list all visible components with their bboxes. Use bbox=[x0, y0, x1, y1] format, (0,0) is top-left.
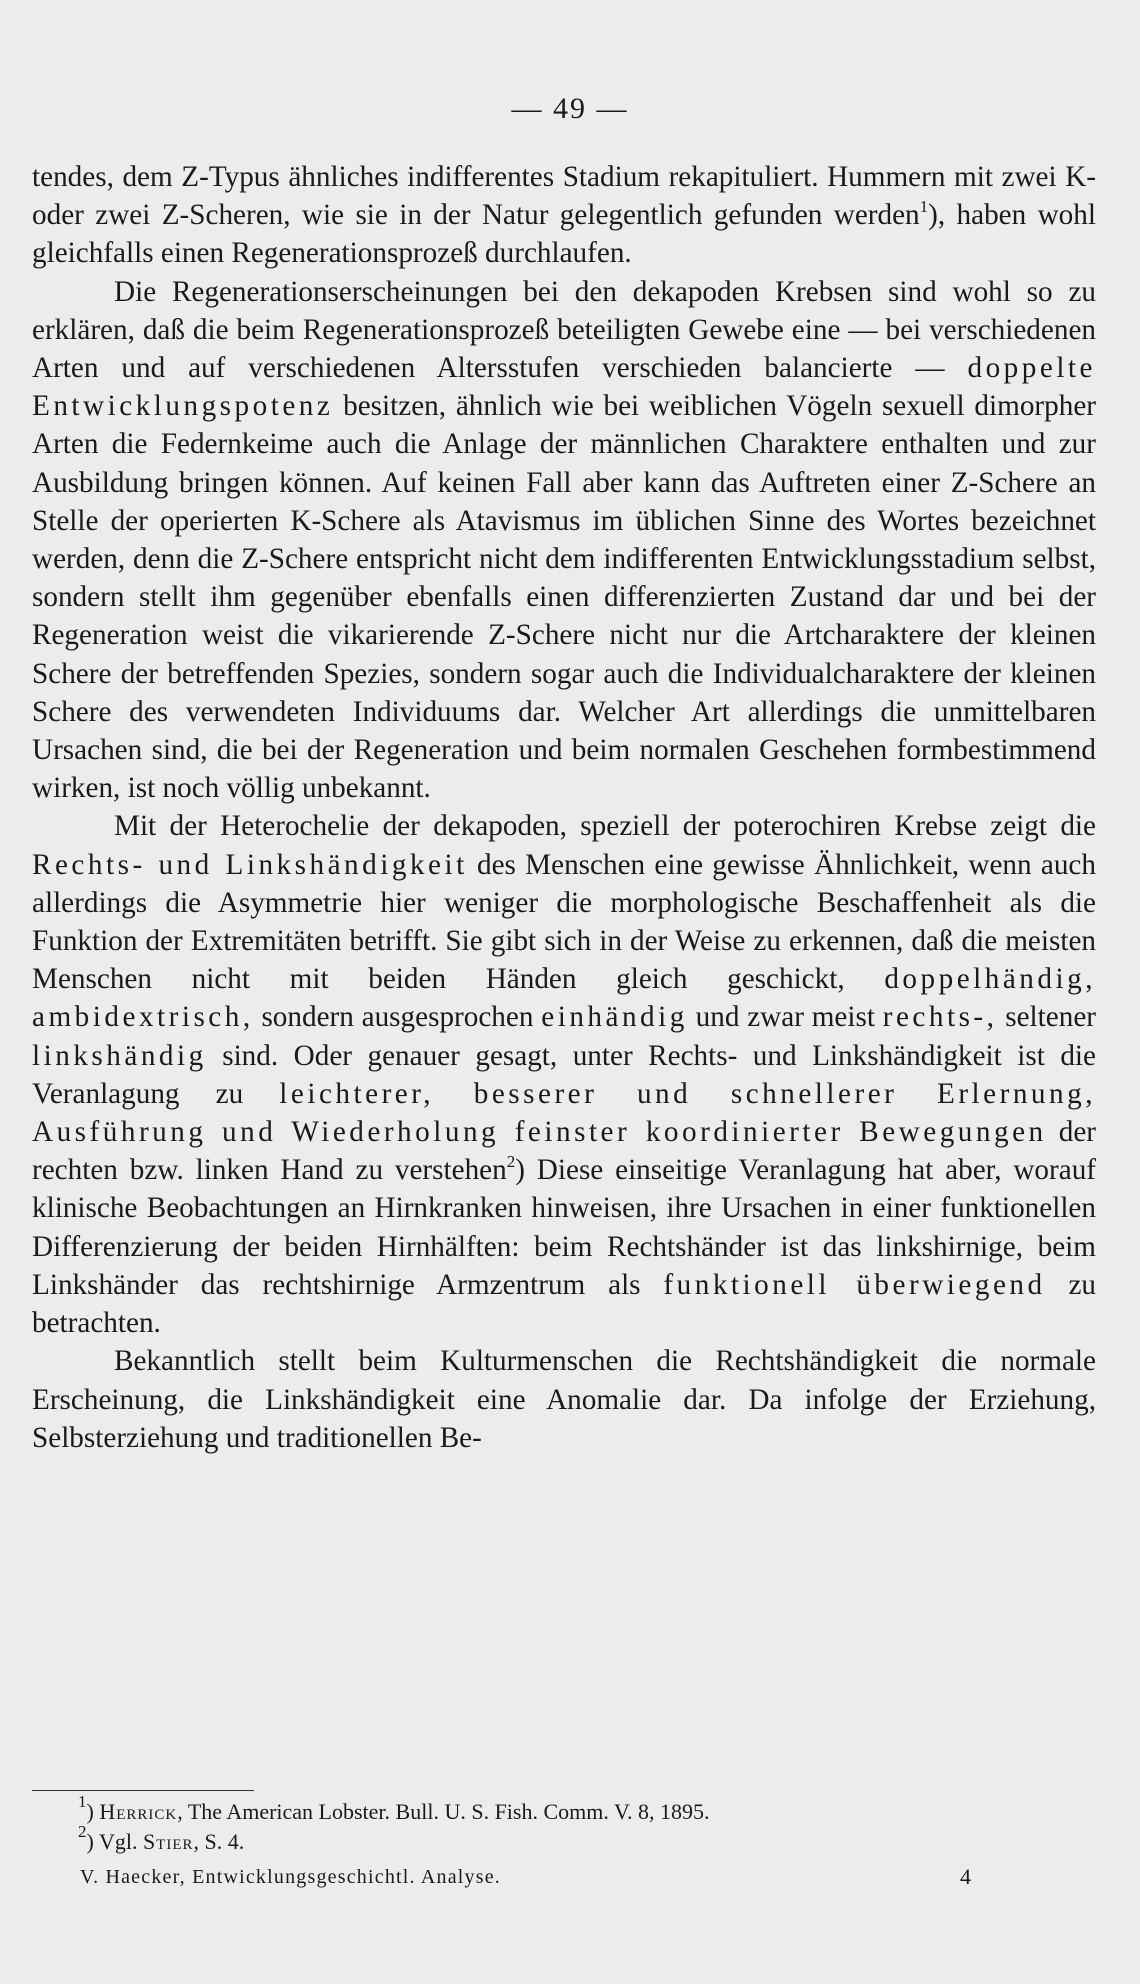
footnote-reference: 2 bbox=[506, 1152, 516, 1172]
emphasized-text: doppelte Entwicklungspotenz bbox=[32, 352, 1096, 423]
text-run: Vgl. bbox=[98, 1829, 143, 1854]
emphasized-text: leichterer, besserer und schnellerer Erlernung, Ausführung und Wiederholung feinster koordinierter Bewegungen bbox=[32, 1077, 1096, 1149]
body-text bbox=[32, 158, 1096, 1457]
emphasized-text: Rechts- und Linkshändigkeit bbox=[32, 848, 468, 881]
page-number: — 49 — bbox=[511, 92, 629, 125]
text-run: des Menschen eine gewisse Ähnlichkeit, wenn auch allerdings die Asymmetrie hier weniger die morphologische Beschaffenheit als die Funktion der Extremitäten betrifft. Sie gibt sich in der Weise zu erkennen, daß die meisten Menschen nicht mit beiden Händen gleich geschickt, bbox=[32, 848, 1096, 996]
text-run: der rechten bzw. linken Hand zu verstehen bbox=[32, 1116, 1096, 1187]
emphasized-text: doppelhändig, ambidextrisch, bbox=[32, 963, 1096, 1034]
text-run: Die Regenerationserscheinungen bei den dekapoden Krebsen sind wohl so zu erklären, daß die beim Regenerationsprozeß beteiligten Gewebe eine — bei verschiedenen Arten und auf verschiedenen Altersstufen verschieden balancierte — bbox=[32, 275, 1096, 385]
emphasized-text: funktionell überwiegend bbox=[663, 1268, 1046, 1301]
paragraph bbox=[32, 273, 1096, 808]
text-run: Bekanntlich stellt beim Kulturmenschen die Rechtshändigkeit die normale Erscheinung, die Linkshändigkeit eine Anomalie dar. Da infolge der Erziehung, Selbsterziehung und traditionellen Be- bbox=[32, 1345, 1096, 1454]
text-run: zu betrachten. bbox=[32, 1268, 1096, 1340]
footnote-mark-paren: ) bbox=[86, 1799, 100, 1824]
paragraph bbox=[32, 807, 1096, 1342]
text-run: , The American Lobster. Bull. U. S. Fish. Comm. V. 8, 1895. bbox=[177, 1799, 710, 1824]
author-name: Herrick bbox=[99, 1799, 178, 1824]
footnote-reference: 1 bbox=[919, 197, 929, 217]
footnote-mark: 1 bbox=[78, 1792, 87, 1811]
emphasized-text: rechts-, bbox=[882, 1001, 998, 1034]
emphasized-text: einhändig bbox=[541, 1001, 688, 1034]
footnote-divider bbox=[32, 1790, 254, 1791]
text-run: seltener bbox=[997, 1001, 1096, 1034]
author-name: Stier bbox=[142, 1829, 194, 1854]
paragraph bbox=[32, 158, 1096, 273]
emphasized-text: linkshändig bbox=[32, 1039, 207, 1072]
text-run: und zwar meist bbox=[687, 1001, 883, 1034]
text-run: Mit der Heterochelie der dekapoden, speziell der poterochiren Krebse zeigt die bbox=[114, 810, 1096, 843]
text-run: besitzen, ähnlich wie bei weiblichen Vögeln sexuell dimorpher Arten die Federnkeime auch die Anlage der männlichen Charaktere enthalten und zur Ausbildung bringen können. Auf keinen Fall aber kann das Auftreten einer Z-Schere an Stelle der operierten K-Schere als Atavismus im üblichen Sinne des Wortes bezeichnet werden, denn die Z-Schere entspricht nicht dem indifferenten Entwicklungsstadium selbst, sondern stellt ihm gegenüber ebenfalls einen differenzierten Zustand dar und bei der Regeneration weist die vikarierende Z-Schere nicht nur die Artcharaktere der kleinen Schere der betreffenden Spezies, sondern sogar auch die Individualcharaktere der kleinen Schere des verwendeten Individuums dar. Welcher Art allerdings die unmittelbaren Ursachen sind, die bei der Regeneration und beim normalen Geschehen formbestimmend wirken, ist noch völlig unbekannt. bbox=[32, 390, 1096, 805]
sheet-number: 4 bbox=[960, 1864, 971, 1889]
text-run: ) Diese einseitige Veranlagung hat aber, worauf klinische Beobachtungen an Hirnkranken hinweisen, ihre Ursachen in einer funktionellen Differenzierung der beiden Hirnhälften: beim Rechtshänder ist das linkshirnige, beim Linkshänder das rechtshirnige Armzentrum als bbox=[32, 1154, 1097, 1301]
text-run: sondern ausgesprochen bbox=[253, 1001, 542, 1034]
footnote bbox=[78, 1822, 1078, 1857]
signature-line: V. Haecker, Entwicklungsgeschichtl. Analyse. bbox=[80, 1866, 501, 1888]
text-run: tendes, dem Z-Typus ähnliches indifferentes Stadium rekapituliert. Hummern mit zwei K- oder zwei Z-Scheren, wie sie in der Natur gelegentlich gefunden werden bbox=[32, 161, 1096, 232]
footnote bbox=[78, 1792, 1078, 1827]
text-run: ), haben wohl gleichfalls einen Regenerationsprozeß durchlaufen. bbox=[32, 199, 1096, 270]
footnotes bbox=[78, 1792, 1078, 1857]
text-run: , S. 4. bbox=[193, 1829, 245, 1854]
paragraph bbox=[32, 1342, 1096, 1457]
footnote-mark-paren: ) bbox=[86, 1829, 99, 1854]
footnote-mark: 2 bbox=[78, 1822, 87, 1841]
text-run: sind. Oder genauer gesagt, unter Rechts- und Linkshändigkeit ist die Veranlagung zu bbox=[32, 1039, 1096, 1110]
